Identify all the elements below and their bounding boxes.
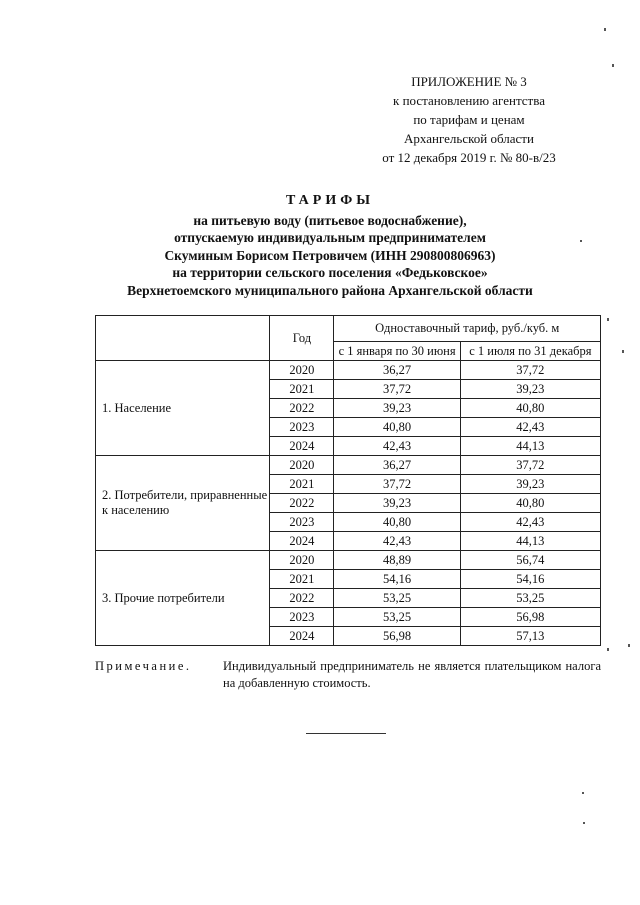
appendix-line: ПРИЛОЖЕНИЕ № 3 — [411, 74, 527, 89]
year-cell: 2022 — [270, 494, 334, 513]
tariff-h1-cell: 36,27 — [334, 456, 460, 475]
tariff-h1-cell: 56,98 — [334, 627, 460, 646]
scan-speck — [580, 240, 582, 242]
tariff-h1-cell: 54,16 — [334, 570, 460, 589]
appendix-line: к постановлению агентства — [393, 93, 545, 108]
tariff-h1-cell: 39,23 — [334, 399, 460, 418]
note-label: Примечание. — [95, 659, 192, 673]
tariff-h2-cell: 40,80 — [460, 494, 600, 513]
tariff-h2-cell: 56,98 — [460, 608, 600, 627]
year-cell: 2021 — [270, 475, 334, 494]
header-year: Год — [270, 316, 334, 361]
title-line: на питьевую воду (питьевое водоснабжение), — [193, 212, 467, 228]
tariff-h1-cell: 53,25 — [334, 608, 460, 627]
year-cell: 2020 — [270, 361, 334, 380]
tariff-h2-cell: 37,72 — [460, 456, 600, 475]
tariff-h1-cell: 42,43 — [334, 532, 460, 551]
title-line: отпускаемую индивидуальным предпринимателем — [174, 230, 486, 245]
title-line: Скуминым Борисом Петровичем (ИНН 290800806963) — [164, 247, 496, 263]
table-row — [96, 551, 601, 570]
scan-speck — [612, 64, 614, 67]
tariff-table — [95, 315, 601, 646]
tariff-h2-cell: 56,74 — [460, 551, 600, 570]
year-cell: 2020 — [270, 551, 334, 570]
appendix-header — [340, 72, 598, 167]
scan-speck — [628, 644, 630, 647]
appendix-line: Архангельской области — [404, 131, 534, 146]
tariff-h1-cell: 39,23 — [334, 494, 460, 513]
document-title — [60, 192, 600, 299]
scan-speck — [622, 350, 624, 353]
scan-speck — [582, 792, 584, 794]
tariff-h1-cell: 36,27 — [334, 361, 460, 380]
tariff-h2-cell: 39,23 — [460, 380, 600, 399]
table-row — [96, 361, 601, 380]
header-period-2: с 1 июля по 31 декабря — [460, 342, 600, 361]
year-cell: 2020 — [270, 456, 334, 475]
year-cell: 2023 — [270, 418, 334, 437]
year-cell: 2024 — [270, 532, 334, 551]
category-cell: 1. Население — [96, 361, 270, 456]
tariff-h1-cell: 40,80 — [334, 513, 460, 532]
scan-speck — [607, 648, 609, 651]
year-cell: 2024 — [270, 437, 334, 456]
tariff-h2-cell: 53,25 — [460, 589, 600, 608]
year-cell: 2021 — [270, 380, 334, 399]
scan-speck — [604, 28, 606, 31]
tariff-h1-cell: 37,72 — [334, 475, 460, 494]
year-cell: 2021 — [270, 570, 334, 589]
tariff-h2-cell: 42,43 — [460, 513, 600, 532]
tariff-h2-cell: 40,80 — [460, 399, 600, 418]
tariff-h2-cell: 44,13 — [460, 437, 600, 456]
tariff-h2-cell: 37,72 — [460, 361, 600, 380]
year-cell: 2023 — [270, 608, 334, 627]
note-text: Индивидуальный предприниматель не является плательщиком налога на добавленную стоимость. — [223, 659, 601, 690]
tariff-h1-cell: 53,25 — [334, 589, 460, 608]
scan-speck — [607, 318, 609, 321]
header-period-1: с 1 января по 30 июня — [334, 342, 460, 361]
year-cell: 2024 — [270, 627, 334, 646]
footnote — [95, 658, 601, 692]
year-cell: 2023 — [270, 513, 334, 532]
appendix-line: от 12 декабря 2019 г. № 80-в/23 — [382, 150, 556, 165]
tariff-h1-cell: 37,72 — [334, 380, 460, 399]
category-cell: 2. Потребители, приравненные к населению — [96, 456, 270, 551]
appendix-line: по тарифам и ценам — [413, 112, 525, 127]
year-cell: 2022 — [270, 399, 334, 418]
table-row — [96, 456, 601, 475]
year-cell: 2022 — [270, 589, 334, 608]
divider-line — [306, 733, 386, 734]
tariff-h2-cell: 44,13 — [460, 532, 600, 551]
title-line: Верхнетоемского муниципального района Архангельской области — [127, 282, 533, 298]
tariff-h2-cell: 42,43 — [460, 418, 600, 437]
tariff-h1-cell: 42,43 — [334, 437, 460, 456]
scan-speck — [583, 822, 585, 824]
title-main: ТАРИФЫ — [286, 193, 374, 208]
header-category — [96, 316, 270, 361]
category-cell: 3. Прочие потребители — [96, 551, 270, 646]
tariff-h2-cell: 57,13 — [460, 627, 600, 646]
tariff-h2-cell: 54,16 — [460, 570, 600, 589]
title-line: на территории сельского поселения «Федьковское» — [172, 265, 488, 280]
tariff-h1-cell: 48,89 — [334, 551, 460, 570]
tariff-h2-cell: 39,23 — [460, 475, 600, 494]
tariff-h1-cell: 40,80 — [334, 418, 460, 437]
header-tariff: Одноставочный тариф, руб./куб. м — [334, 316, 601, 342]
